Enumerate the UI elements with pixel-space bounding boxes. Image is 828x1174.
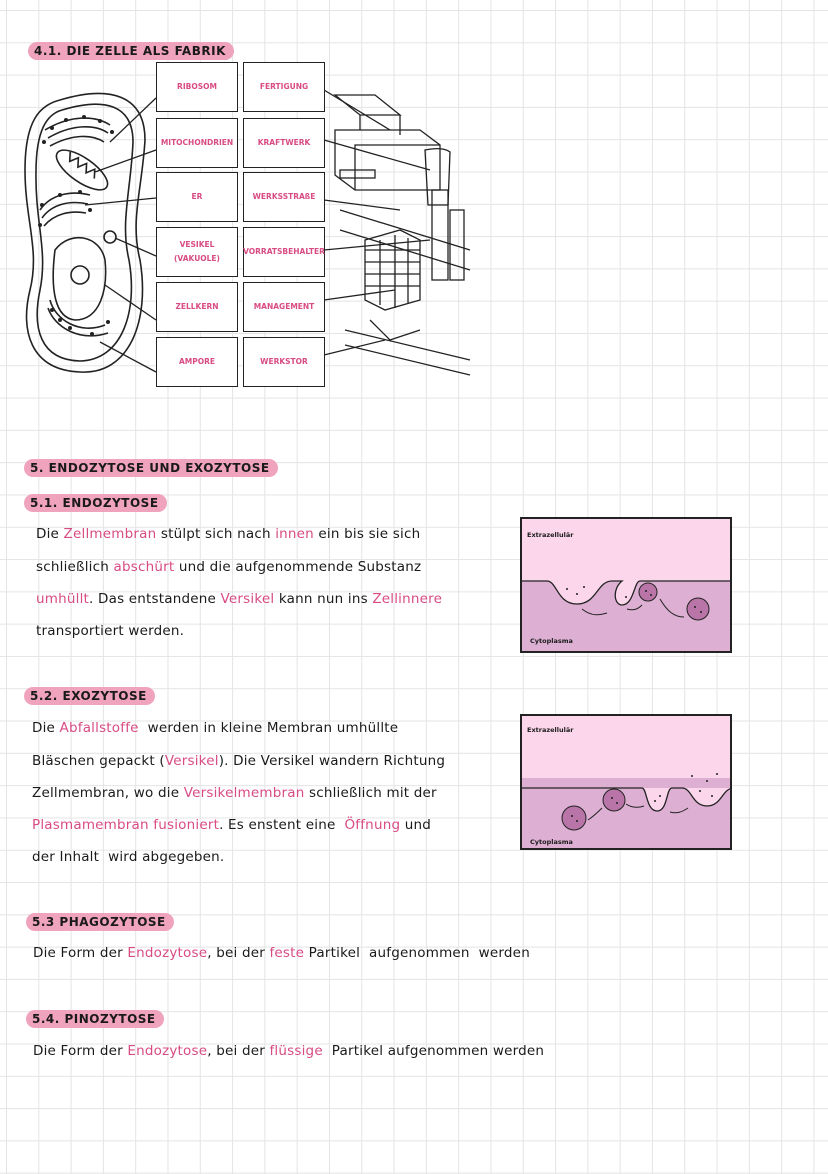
endozytose-diagram <box>520 517 732 653</box>
text-segment: , bei der <box>207 1043 270 1059</box>
highlighted-term: innen <box>275 526 314 542</box>
factory-part-box <box>243 227 325 277</box>
factory-drawing <box>335 95 470 375</box>
text-line <box>36 590 442 608</box>
ribosome-dots <box>38 115 114 336</box>
exocytosis-vesicles <box>522 716 732 850</box>
text-line <box>32 816 431 834</box>
text-segment: schließlich mit der <box>304 785 437 801</box>
highlighted-term: Abfallstoffe <box>59 720 139 736</box>
highlighted-term: Zellinnere <box>372 591 443 607</box>
cell-organelle-box <box>156 337 238 387</box>
text-line <box>32 848 224 866</box>
text-segment: . Das entstandene <box>89 591 221 607</box>
highlighted-term: Endozytose <box>127 945 208 961</box>
factory-label: MANAGEMENT <box>253 302 315 311</box>
highlighted-term: flüssige <box>269 1043 323 1059</box>
highlighted-term: umhüllt <box>36 591 90 607</box>
cell-label: ZELLKERN <box>175 302 219 311</box>
highlighted-term: Versikelmembran <box>183 785 305 801</box>
text-line <box>32 719 398 737</box>
text-segment: Zellmembran, wo die <box>32 785 184 801</box>
highlighted-term: abschürt <box>113 559 175 575</box>
text-segment: stülpt sich nach <box>156 526 276 542</box>
heading-4-1: 4.1. DIE ZELLE ALS FABRIK <box>28 42 234 60</box>
highlighted-term: Plasmamembran fusioniert <box>32 817 220 833</box>
cell-organelle-box <box>156 62 238 112</box>
text-line <box>32 752 445 770</box>
text-segment: und die aufgenommende Substanz <box>174 559 422 575</box>
text-segment: Bläschen gepackt ( <box>32 753 165 769</box>
cell-drawing <box>25 93 145 372</box>
extracellular-label: Extrazellulär <box>527 726 574 734</box>
text-segment: . Es enstent eine <box>219 817 345 833</box>
cell-label: VESIKEL <box>179 240 215 249</box>
factory-label: WERKSTOR <box>260 357 308 366</box>
heading-5: 5. ENDOZYTOSE UND EXOZYTOSE <box>24 459 278 477</box>
factory-part-box <box>243 172 325 222</box>
text-line <box>36 525 420 543</box>
heading-5-1: 5.1. ENDOZYTOSE <box>24 494 167 512</box>
factory-label: VORRATSBEHALTER <box>243 247 325 256</box>
cell-sub-label: (VAKUOLE) <box>173 254 220 263</box>
text-segment: und <box>400 817 432 833</box>
highlighted-term: Zellmembran <box>63 526 157 542</box>
cell-label: RIBOSOM <box>177 82 217 91</box>
exozytose-diagram <box>520 714 732 850</box>
cell-organelle-box <box>156 282 238 332</box>
factory-part-box <box>243 118 325 168</box>
text-segment: Die Form der <box>33 1043 128 1059</box>
text-line <box>33 1042 544 1060</box>
cell-factory-illustration <box>0 60 480 390</box>
cell-label: AMPORE <box>178 357 216 366</box>
text-line <box>36 622 184 640</box>
text-line <box>33 944 530 962</box>
text-segment: Die Form der <box>33 945 128 961</box>
cell-label: MITOCHONDRIEN <box>160 138 234 147</box>
factory-part-box <box>243 337 325 387</box>
text-segment: Die <box>32 720 60 736</box>
cytoplasm-label: Cytoplasma <box>530 838 573 846</box>
cell-organelle-box <box>156 118 238 168</box>
highlighted-term: Versikel <box>220 591 275 607</box>
cell-label: ER <box>191 192 203 201</box>
factory-label: KRAFTWERK <box>257 138 311 147</box>
highlighted-term: Versikel <box>164 753 219 769</box>
text-segment: schließlich <box>36 559 114 575</box>
text-line <box>36 558 421 576</box>
text-segment: , bei der <box>207 945 270 961</box>
text-segment: Partikel aufgenommen werden <box>322 1043 545 1059</box>
factory-label: FERTIGUNG <box>259 82 309 91</box>
text-segment: ). Die Versikel wandern Richtung <box>218 753 446 769</box>
endocytosis-vesicles <box>522 519 732 653</box>
factory-part-box <box>243 62 325 112</box>
factory-part-box <box>243 282 325 332</box>
heading-5-2: 5.2. EXOZYTOSE <box>24 687 155 705</box>
factory-label: WERKSSTRAßE <box>252 192 316 201</box>
heading-5-3: 5.3 PHAGOZYTOSE <box>26 913 174 931</box>
text-segment: Die <box>36 526 64 542</box>
cytoplasm-label: Cytoplasma <box>530 637 573 645</box>
cell-organelle-box <box>156 172 238 222</box>
text-line <box>32 784 437 802</box>
highlighted-term: feste <box>269 945 305 961</box>
highlighted-term: Endozytose <box>127 1043 208 1059</box>
extracellular-label: Extrazellulär <box>527 531 574 539</box>
text-segment: ein bis sie sich <box>313 526 421 542</box>
text-segment: der Inhalt wird abgegeben. <box>32 849 225 865</box>
highlighted-term: Öffnung <box>344 817 401 833</box>
text-segment: kann nun ins <box>274 591 373 607</box>
text-segment: werden in kleine Membran umhüllte <box>138 720 399 736</box>
text-segment: Partikel aufgenommen werden <box>304 945 530 961</box>
heading-5-4: 5.4. PINOZYTOSE <box>26 1010 164 1028</box>
cell-organelle-box <box>156 227 238 277</box>
text-segment: transportiert werden. <box>36 623 185 639</box>
